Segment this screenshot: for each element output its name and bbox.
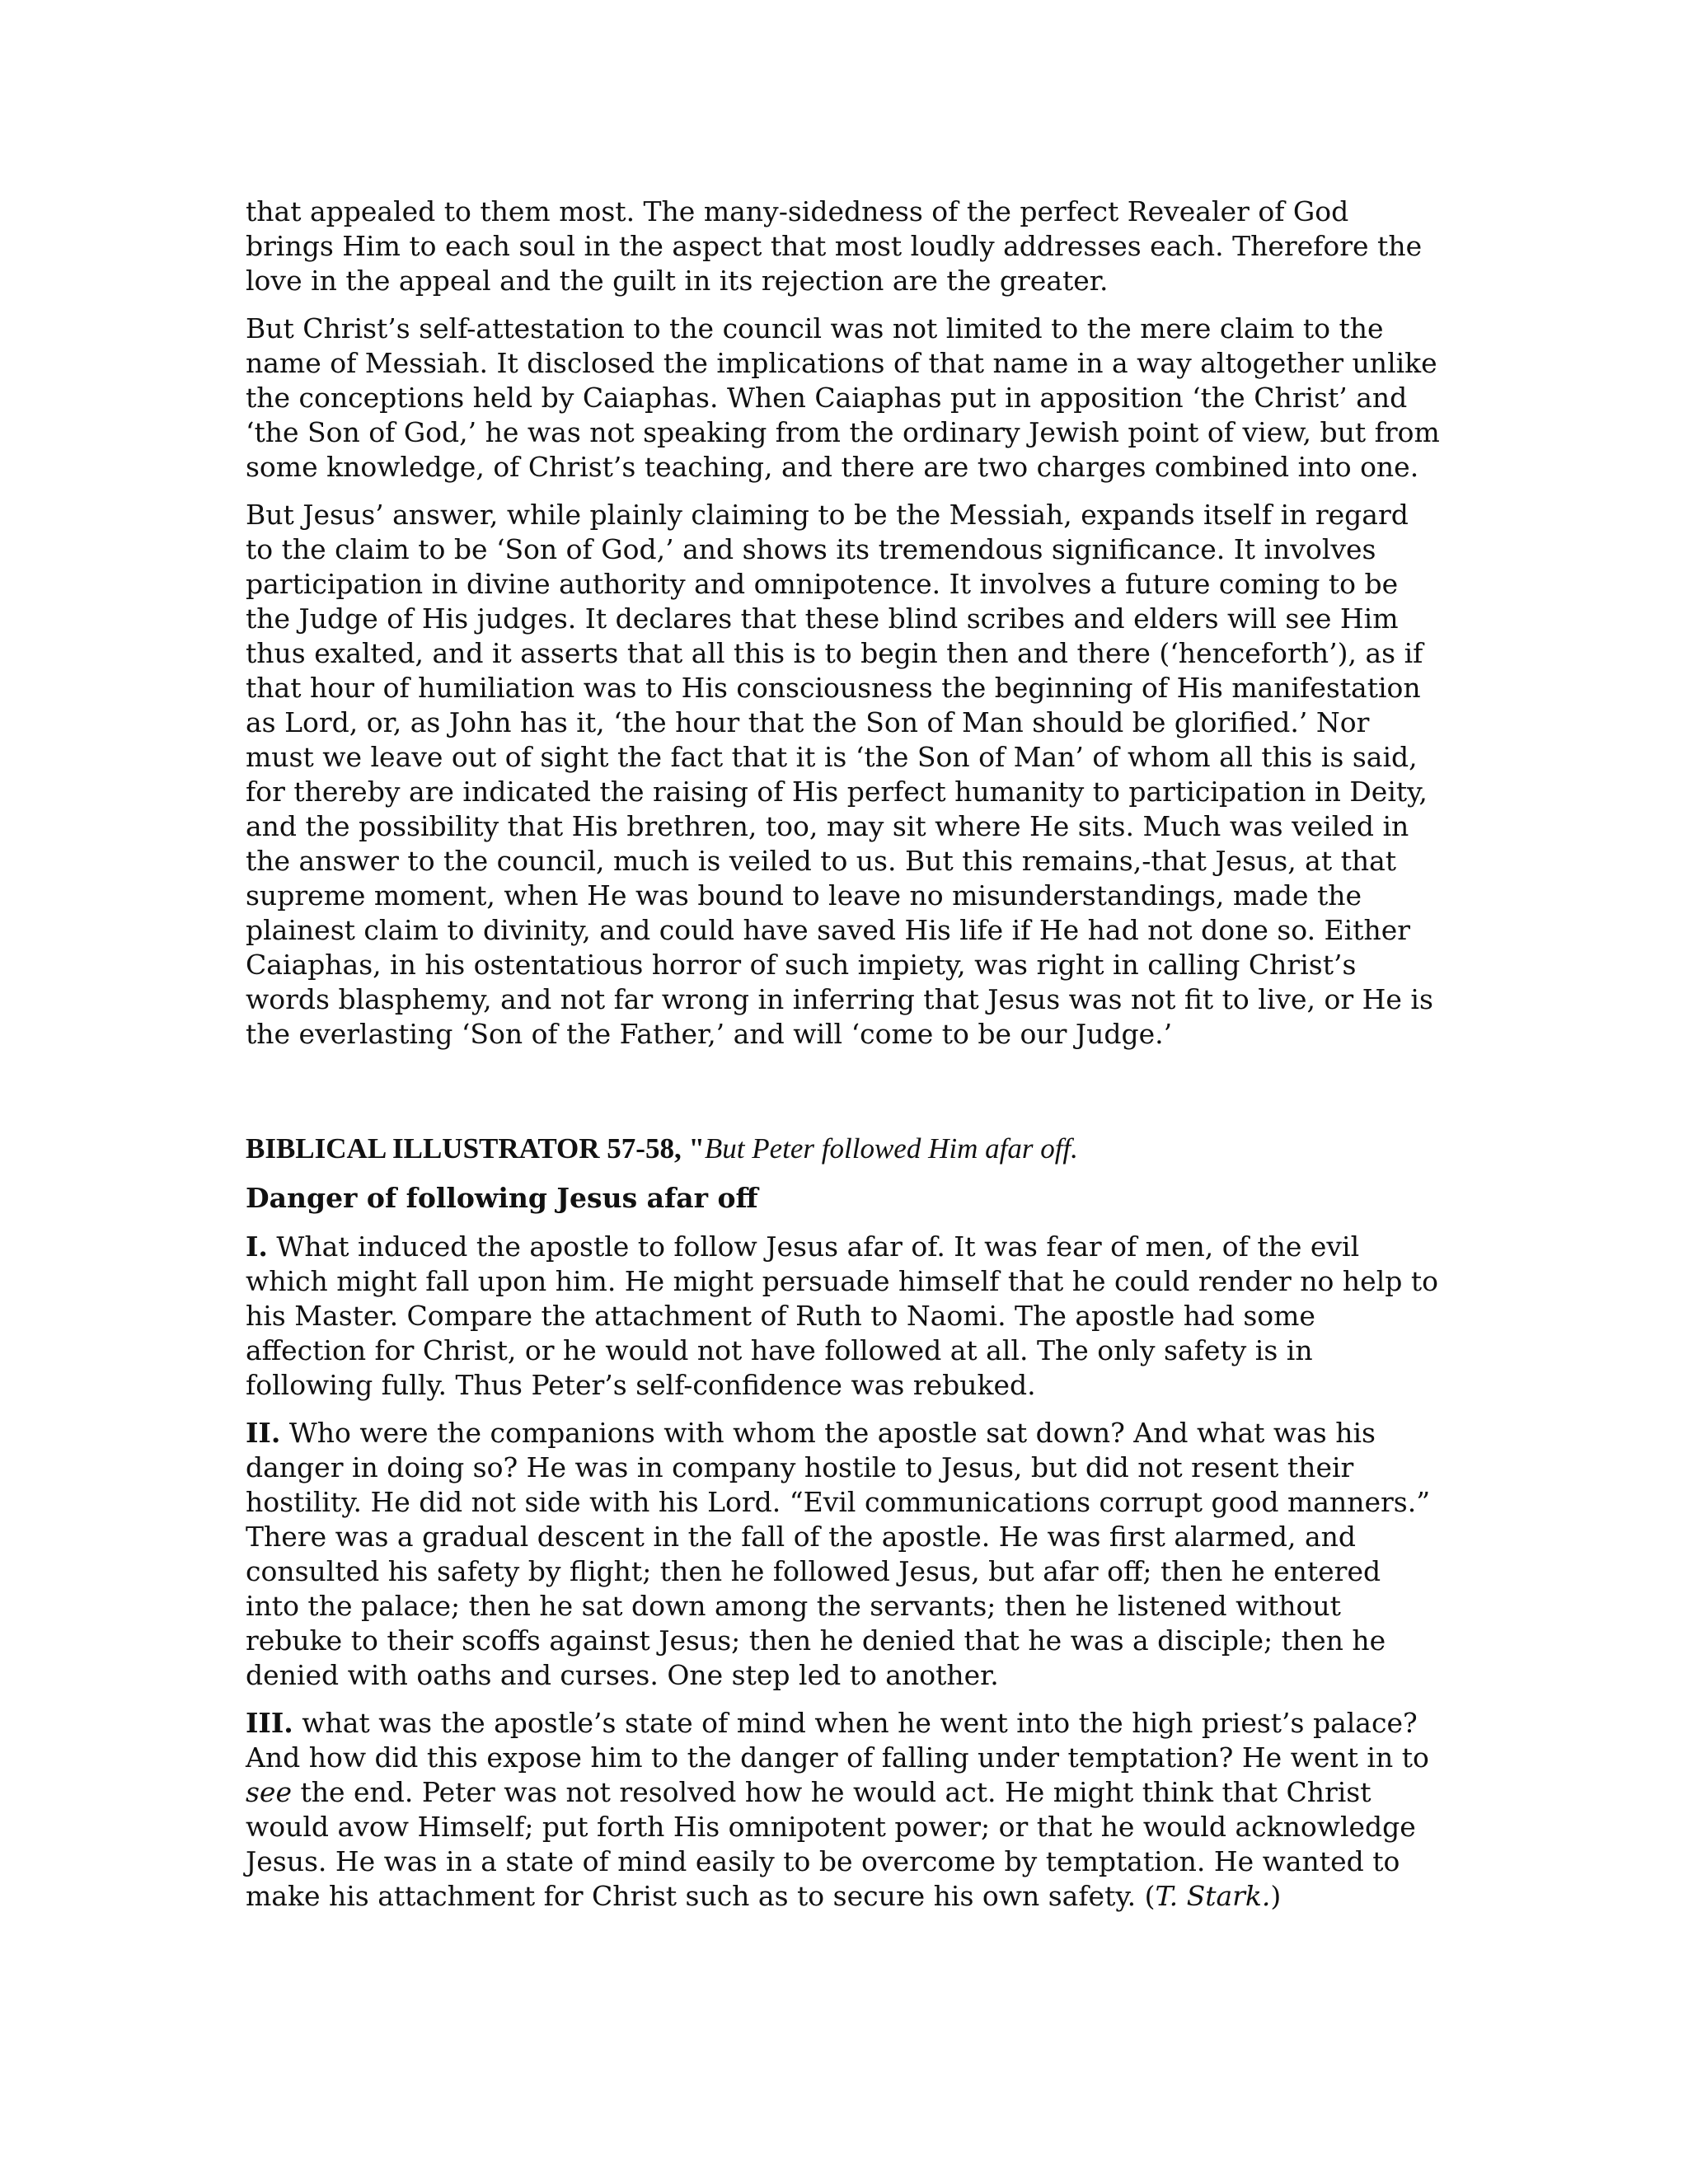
point-1-number: I. [246, 1230, 268, 1263]
point-2-number: II. [246, 1417, 281, 1449]
paragraph-3: But Jesus’ answer, while plainly claiming to be the Messiah, expands itself in regard to the claim to be ‘Son of God,’ and shows its tremendous significance. It involves participation in divine authority and omnipotence. It involves a future coming to be the Judge of His judges. It declares that these blind scribes and elders will see Him thus exalted, and it asserts that all this is to begin then and there (‘henceforth’), as if that hour of humiliation was to His consciousness the beginning of His manifestation as Lord, or, as John has it, ‘the hour that the Son of Man should be glorified.’ Nor must we leave out of sight the fact that it is ‘the Son of Man’ of whom all this is said, for thereby are indicated the raising of His perfect humanity to participation in Deity, and the possibility that His brethren, too, may sit where He sits. Much was veiled in the answer to the council, much is veiled to us. But this remains,-that Jesus, at that supreme moment, when He was bound to leave no misunderstandings, made the plainest claim to divinity, and could have saved His life if He had not done so. Either Caiaphas, in his ostentatious horror of such impiety, was right in calling Christ’s words blasphemy, and not far wrong in inferring that Jesus was not fit to live, or He is the everlasting ‘Son of the Father,’ and will ‘come to be our Judge.’ [246, 499, 1433, 1050]
paragraph-1: that appealed to them most. The many-sidedness of the perfect Revealer of God brings Him to each soul in the aspect that most loudly addresses each. Therefore the love in the appeal and the guilt in its rejection are the greater. [246, 195, 1423, 297]
point-3-emphasis: see [246, 1776, 292, 1808]
paragraph-2: But Christ’s self-attestation to the council was not limited to the mere claim to the name of Messiah. It disclosed the implications of that name in a way altogether unlike the conceptions held by Caiaphas. When Caiaphas put in apposition ‘the Christ’ and ‘the Son of God,’ he was not speaking from the ordinary Jewish point of view, but from some knowledge, of Christ’s teaching, and there are two charges combined into one. [246, 312, 1440, 483]
point-3-closing: ) [1270, 1880, 1282, 1912]
section-heading [246, 1131, 1441, 1167]
section-heading-verse: But Peter followed Him afar off. [704, 1132, 1078, 1165]
section-subheading: Danger of following Jesus afar off [246, 1182, 758, 1214]
document-page [246, 194, 1441, 1927]
point-3-number: III. [246, 1707, 293, 1739]
point-2 [246, 1416, 1441, 1693]
point-3-text-before: what was the apostle’s state of mind when he went into the high priest’s palace? And how did this expose him to the danger of falling under temptation? He went in to [246, 1707, 1429, 1774]
point-1-text: What induced the apostle to follow Jesus afar of. It was fear of men, of the evil which might fall upon him. He might persuade himself that he could render no help to his Master. Compare the attachment of Ruth to Naomi. The apostle had some affection for Christ, or he would not have followed at all. The only safety is in following fully. Thus Peter’s self-confidence was rebuked. [246, 1230, 1438, 1401]
section-heading-prefix: BIBLICAL ILLUSTRATOR 57-58, " [246, 1132, 705, 1165]
point-3-text-after: the end. Peter was not resolved how he would act. He might think that Christ would avow Himself; put forth His omnipotent power; or that he would acknowledge Jesus. He was in a state of mind easily to be overcome by temptation. He wanted to make his attachment for Christ such as to secure his own safety. ( [246, 1776, 1416, 1912]
point-3-author: T. Stark. [1155, 1880, 1271, 1912]
point-1 [246, 1230, 1441, 1403]
point-2-text: Who were the companions with whom the apostle sat down? And what was his danger in doing so? He was in company hostile to Jesus, but did not resent their hostility. He did not side with his Lord. “Evil communications corrupt good manners.” There was a gradual descent in the fall of the apostle. He was first alarmed, and consulted his safety by flight; then he followed Jesus, but afar off; then he entered into the palace; then he sat down among the servants; then he listened without rebuke to their scoffs against Jesus; then he denied that he was a disciple; then he denied with oaths and curses. One step led to another. [246, 1417, 1431, 1691]
point-3 [246, 1706, 1441, 1914]
